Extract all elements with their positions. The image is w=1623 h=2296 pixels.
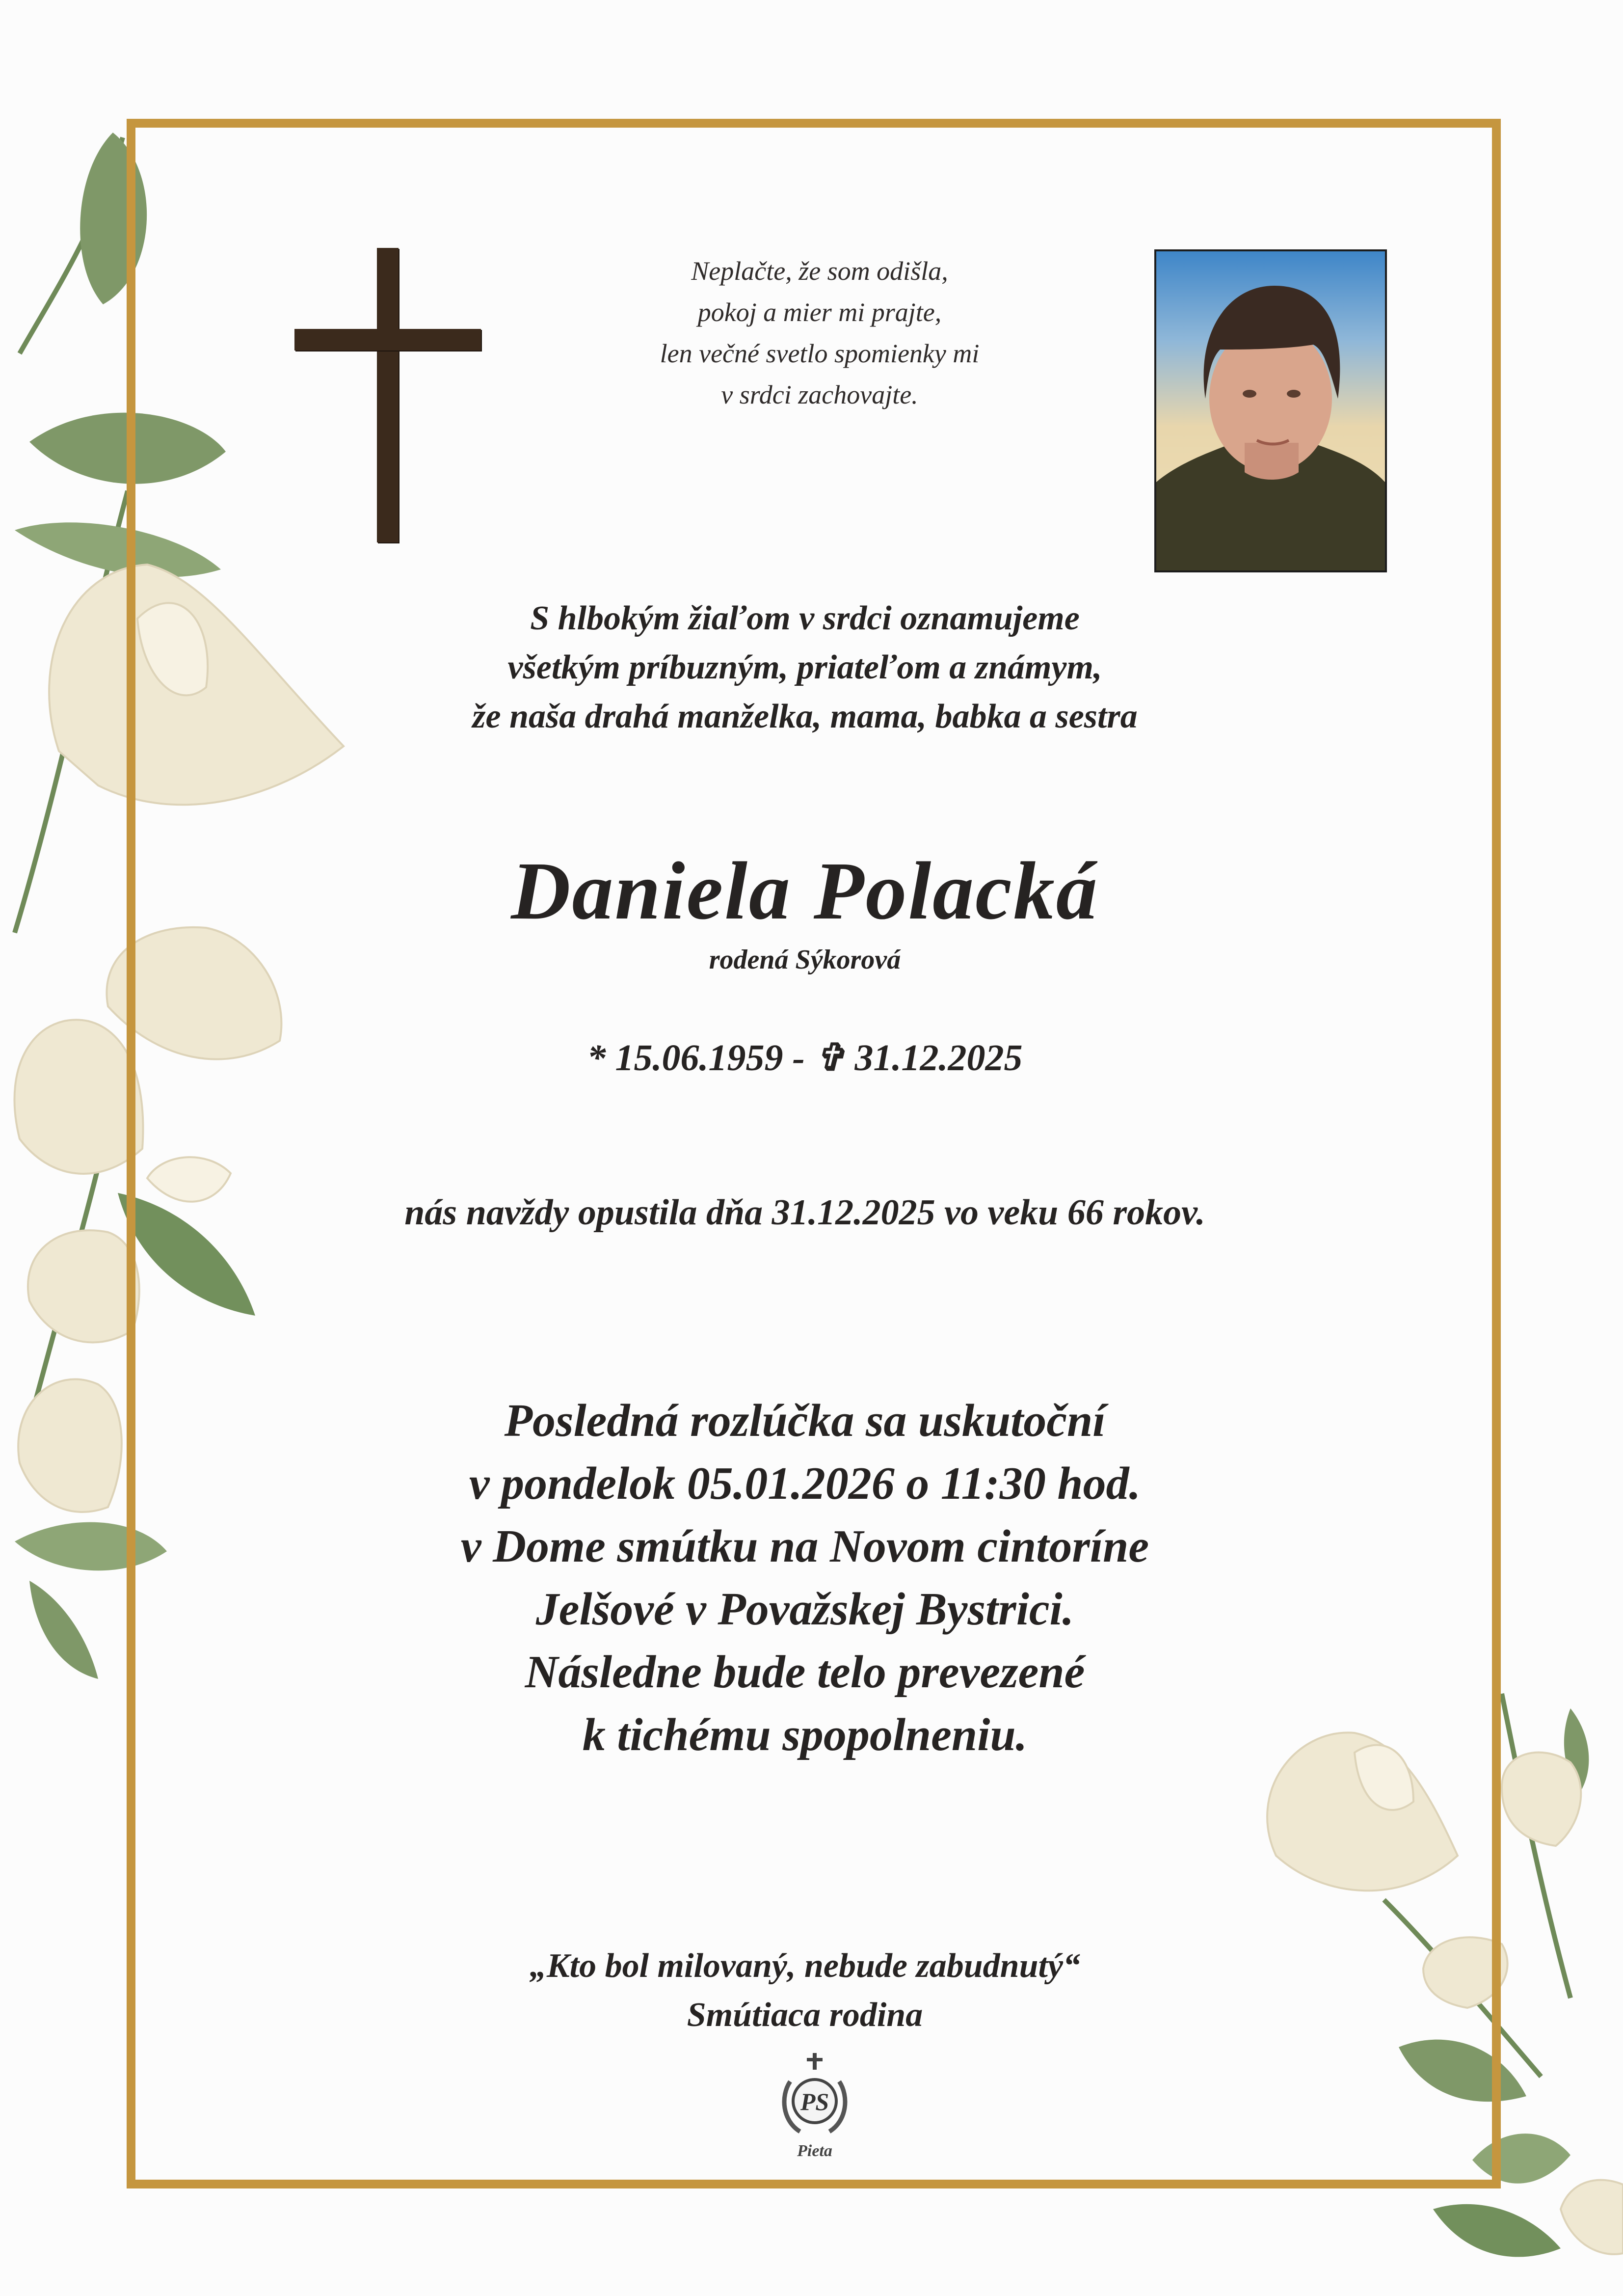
deceased-name: Daniela Polacká: [511, 845, 1099, 937]
memorial-verse: [559, 250, 1080, 415]
memorial-quote: „Kto bol milovaný, nebude zabudnutý“: [529, 1947, 1081, 1985]
verse-line: Neplačte, že som odišla,: [691, 256, 948, 286]
funeral-line: v pondelok 05.01.2026 o 11:30 hod.: [469, 1458, 1141, 1509]
closing-block: [275, 1942, 1335, 2040]
verse-line: len večné svetlo spomienky mi: [660, 339, 980, 368]
intro-line: všetkým príbuzným, priateľom a známym,: [507, 648, 1102, 686]
verse-line: pokoj a mier mi prajte,: [697, 297, 942, 327]
funeral-line: Následne bude telo prevezené: [525, 1647, 1085, 1698]
intro-line: že naša drahá manželka, mama, babka a sestra: [472, 698, 1138, 735]
verse-line: v srdci zachovajte.: [721, 380, 918, 409]
life-dates: * 15.06.1959 - ✞ 31.12.2025: [587, 1037, 1023, 1079]
portrait-photo: [1154, 249, 1387, 572]
funeral-line: Jelšové v Považskej Bystrici.: [535, 1584, 1074, 1635]
funeral-line: Posledná rozlúčka sa uskutoční: [504, 1395, 1106, 1446]
funeral-line: k tichému spopolneniu.: [582, 1709, 1028, 1760]
logo-monogram: PS: [800, 2088, 829, 2115]
passing-notice: nás navždy opustila dňa 31.12.2025 vo veku 66 rokov.: [404, 1192, 1205, 1233]
announcement-intro: [275, 594, 1335, 741]
latin-cross-icon: [294, 248, 481, 542]
logo-text: Pieta: [797, 2142, 832, 2160]
maiden-name: rodená Sýkorová: [709, 945, 901, 975]
pieta-logo-icon: [775, 2052, 854, 2165]
family-signature: Smútiaca rodina: [687, 1996, 923, 2034]
funeral-details: [275, 1389, 1335, 1766]
funeral-line: v Dome smútku na Novom cintoríne: [460, 1521, 1149, 1572]
intro-line: S hlbokým žiaľom v srdci oznamujeme: [530, 599, 1080, 637]
